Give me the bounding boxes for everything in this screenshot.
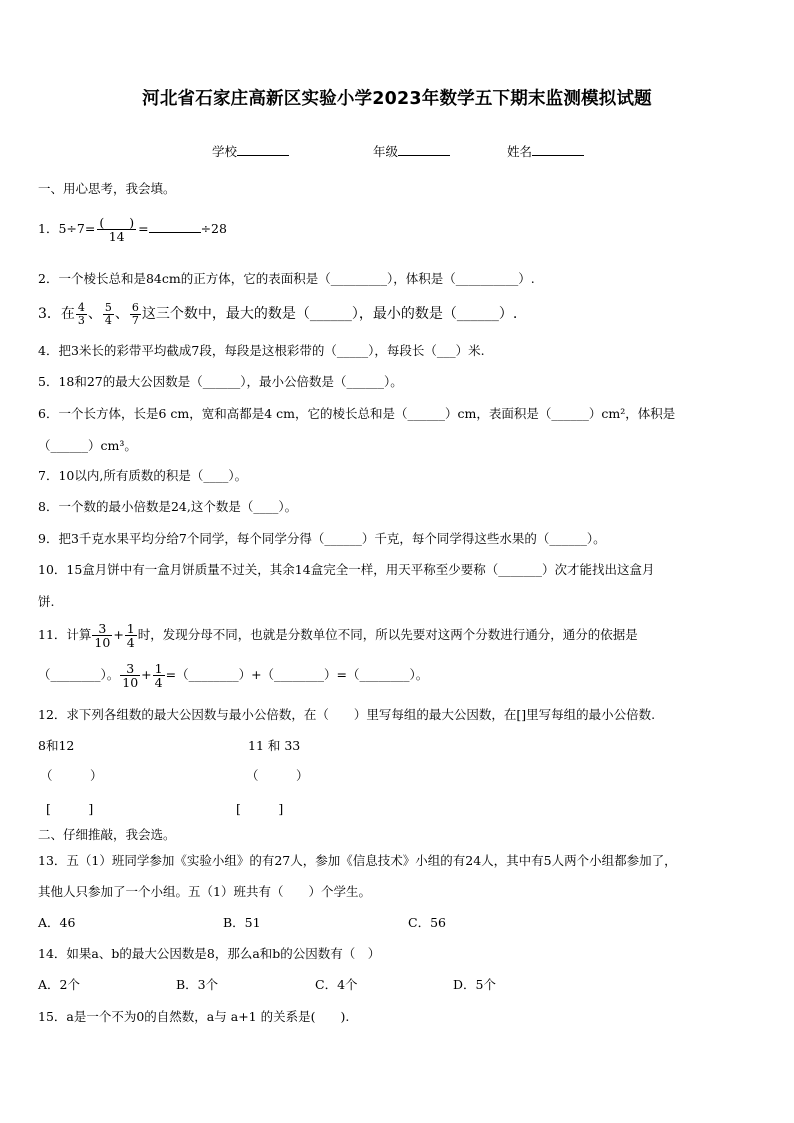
q11-suffix: 时，发现分母不同，也就是分数单位不同，所以先要对这两个分数进行通分，通分的依据是 bbox=[137, 627, 638, 643]
q11-g2-num: 1 bbox=[154, 661, 163, 676]
q3-sep1: 、 bbox=[87, 306, 102, 323]
q11-g2-den: 4 bbox=[154, 675, 163, 691]
question-4: 4．把3米长的彩带平均截成7段，每段是这根彩带的（_____），每段长（___）米. bbox=[38, 343, 485, 358]
question-8: 8．一个数的最小倍数是24,这个数是（____）。 bbox=[38, 499, 298, 514]
grade-label: 年级 bbox=[373, 144, 399, 159]
question-14: 14．如果a、b的最大公因数是8，那么a和b的公因数有（ ） bbox=[38, 946, 381, 961]
q3-f3-den: 7 bbox=[131, 313, 139, 327]
q3-f2-num: 5 bbox=[104, 301, 112, 314]
q14-option-c[interactable]: C．4个 bbox=[315, 977, 358, 992]
q11-g1-num: 3 bbox=[120, 662, 140, 676]
question-10-line1: 10．15盒月饼中有一盒月饼质量不过关，其余14盒完全一样，用天平称至少要称（_______）次才能找出这盒月 bbox=[38, 562, 655, 577]
question-13-line2: 其他人只参加了一个小组。五（1）班共有（ ）个学生。 bbox=[38, 884, 371, 899]
question-13-line1: 13．五（1）班同学参加《实验小组》的有27人，参加《信息技术》小组的有24人，其中有5人两个小组都参加了， bbox=[38, 853, 677, 868]
q3-f2-den: 4 bbox=[104, 313, 112, 327]
q1-frac-num: ( ) bbox=[99, 215, 135, 230]
q12-gcd-blank-2[interactable]: （ ） bbox=[246, 768, 309, 783]
page-title: 河北省石家庄高新区实验小学2023年数学五下期末监测模拟试题 bbox=[142, 89, 652, 109]
school-field[interactable] bbox=[212, 143, 289, 159]
school-label: 学校 bbox=[212, 144, 238, 159]
question-2: 2．一个棱长总和是84cm的正方体，它的表面积是（_________），体积是（__________）. bbox=[38, 271, 535, 286]
question-11-line1 bbox=[38, 622, 638, 649]
name-label: 姓名 bbox=[507, 144, 533, 159]
question-5: 5．18和27的最大公因数是（______），最小公倍数是（______）。 bbox=[38, 374, 403, 389]
q13-option-a[interactable]: A．46 bbox=[38, 915, 76, 930]
q3-prefix: 3．在 bbox=[38, 306, 75, 323]
section-heading-2: 二、仔细推敲，我会选。 bbox=[38, 827, 176, 842]
q1-frac-den: 14 bbox=[108, 229, 125, 245]
grade-field[interactable] bbox=[373, 143, 450, 159]
question-6-line1: 6．一个长方体，长是6 cm，宽和高都是4 cm，它的棱长总和是（______）cm，表面积是（______）cm²，体积是 bbox=[38, 406, 676, 421]
question-6-line2: （______）cm³。 bbox=[38, 438, 137, 453]
q11-prefix: 11．计算 bbox=[38, 627, 92, 643]
q3-suffix: 这三个数中，最大的数是（______），最小的数是（______）. bbox=[141, 306, 518, 323]
question-1 bbox=[38, 216, 227, 243]
q12-gcd-blank-1[interactable]: （ ） bbox=[40, 768, 103, 783]
q12-lcm-blank-1[interactable]: [ ] bbox=[46, 801, 94, 816]
q11-plus2: + bbox=[141, 667, 152, 683]
question-12: 12．求下列各组数的最大公因数与最小公倍数，在（ ）里写每组的最大公因数，在[]里写每组的最小公倍数. bbox=[38, 707, 656, 722]
q3-f1-den: 3 bbox=[77, 313, 85, 327]
question-15: 15．a是一个不为0的自然数，a与 a+1 的关系是( ). bbox=[38, 1009, 350, 1024]
q11-f2-den: 4 bbox=[126, 635, 135, 651]
section-heading-1: 一、用心思考，我会填。 bbox=[38, 181, 176, 196]
question-3 bbox=[38, 302, 517, 326]
q14-option-d[interactable]: D．5个 bbox=[453, 977, 496, 992]
q1-suffix: ÷28 bbox=[200, 221, 227, 237]
q3-f1-num: 4 bbox=[77, 301, 85, 314]
question-10-line2: 饼. bbox=[38, 594, 55, 609]
q1-prefix: 1．5÷7= bbox=[38, 221, 96, 237]
q11-f1-num: 3 bbox=[92, 622, 112, 636]
q11-line2a: （________）。 bbox=[38, 667, 120, 683]
q11-line2b: =（________）+（________）=（________）。 bbox=[165, 667, 429, 683]
q14-option-b[interactable]: B．3个 bbox=[176, 977, 219, 992]
q11-f1-den: 10 bbox=[94, 635, 111, 651]
q13-option-b[interactable]: B．51 bbox=[223, 915, 261, 930]
q3-f3-num: 6 bbox=[131, 301, 139, 314]
q3-sep2: 、 bbox=[114, 306, 129, 323]
q12-lcm-blank-2[interactable]: [ ] bbox=[236, 801, 284, 816]
question-11-line2 bbox=[38, 662, 428, 689]
q12-group2: 11 和 33 bbox=[248, 738, 301, 753]
question-9: 9．把3千克水果平均分给7个同学，每个同学分得（______）千克，每个同学得这些水果的（______）。 bbox=[38, 531, 606, 546]
q11-plus: + bbox=[113, 627, 124, 643]
q1-eq: = bbox=[138, 221, 149, 237]
q11-f2-num: 1 bbox=[126, 621, 135, 636]
q13-option-c[interactable]: C．56 bbox=[408, 915, 446, 930]
name-field[interactable] bbox=[507, 143, 584, 159]
q11-g1-den: 10 bbox=[122, 675, 139, 691]
q14-option-a[interactable]: A．2个 bbox=[38, 977, 80, 992]
q12-group1: 8和12 bbox=[38, 738, 75, 753]
question-7: 7．10以内,所有质数的积是（____）。 bbox=[38, 468, 248, 483]
